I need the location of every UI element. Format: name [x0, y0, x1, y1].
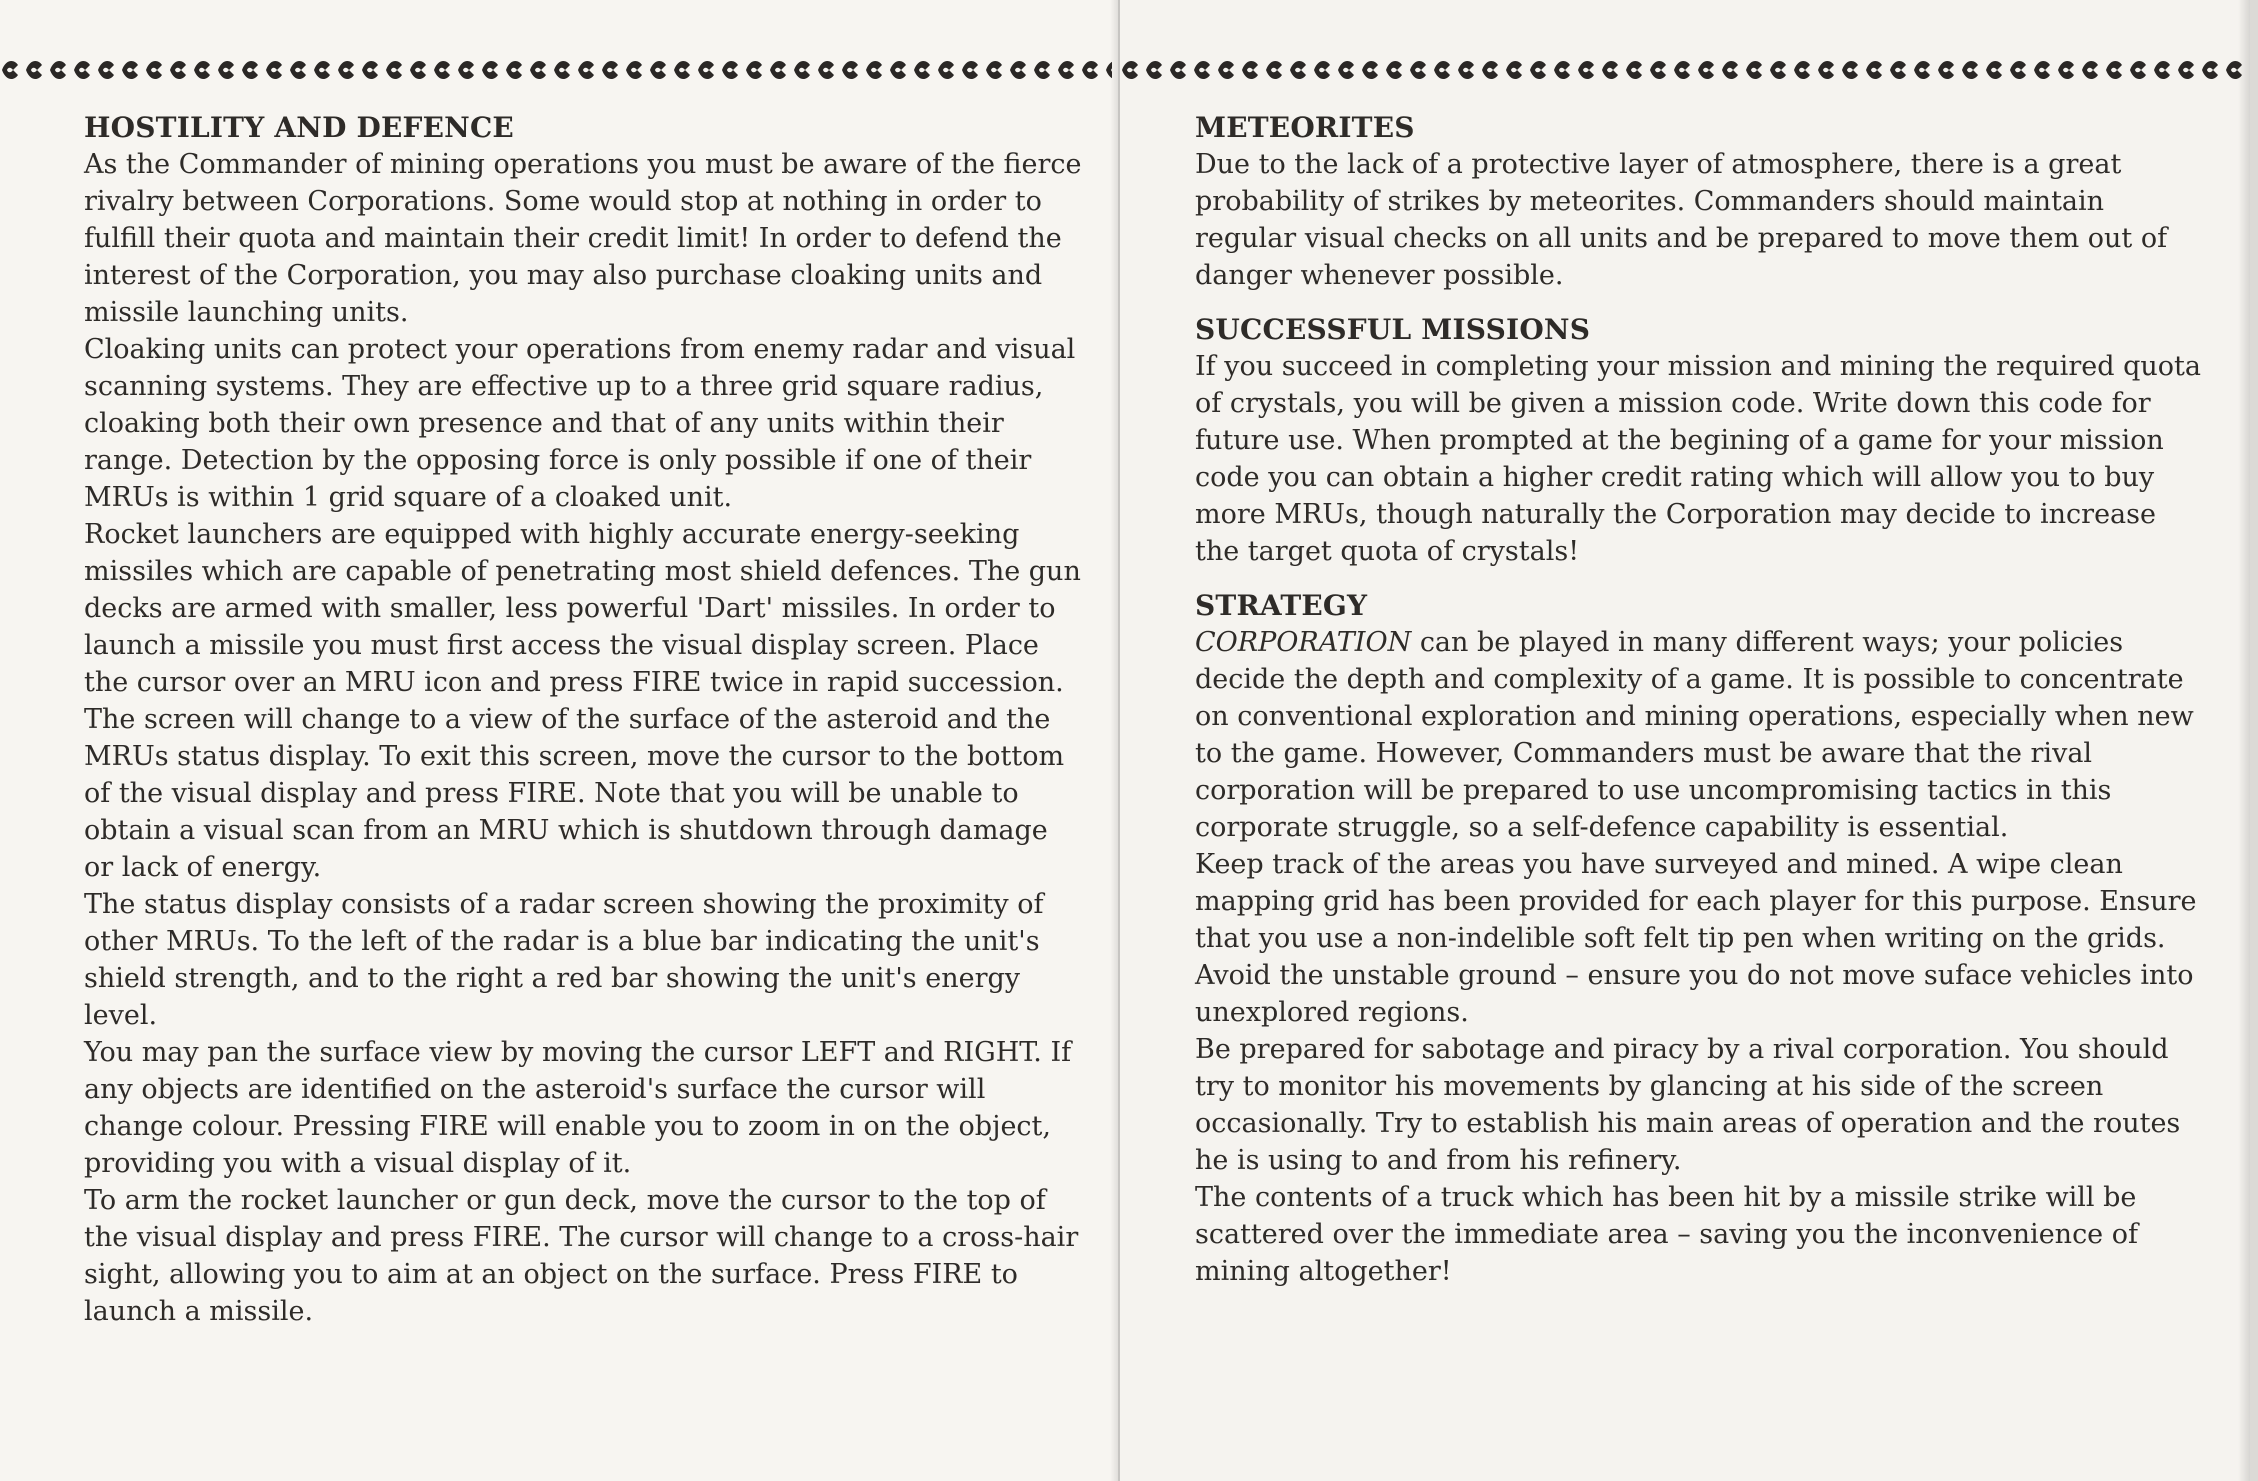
- strategy-intro-text: can be played in many different ways; your policies decide the depth and complexity of a game. It is possible to concentrate on conventional exploration and mining operations, especially when new to the game. However, Commanders must be aware that the rival corporation will be prepared to use uncompromising tactics in this corporate struggle, so a self-defence capability is essential.: [1195, 627, 2194, 843]
- paragraph: As the Commander of mining operations you must be aware of the fierce rivalry between Corporations. Some would stop at nothing in order to fulfill their quota and maintain their credit limit! In order to defend the interest of the Corporation, you may also purchase cloaking units and missile launching units.: [84, 149, 1082, 328]
- paragraph: Keep track of the areas you have surveyed and mined. A wipe clean mapping grid has been provided for each player for this purpose. Ensure that you use a non-indelible soft felt tip pen when writing on the grids.: [1195, 849, 2197, 954]
- paragraph: To arm the rocket launcher or gun deck, move the cursor to the top of the visual display and press FIRE. The cursor will change to a cross-hair sight, allowing you to aim at an object on the surface. Press FIRE to launch a missile.: [84, 1185, 1079, 1327]
- right-column: [1195, 110, 2205, 1290]
- section-heading-strategy: STRATEGY: [1195, 589, 1368, 622]
- game-title-italic: CORPORATION: [1195, 627, 1412, 658]
- left-page: [0, 0, 1118, 1481]
- left-column: [84, 110, 1084, 1330]
- paragraph: Be prepared for sabotage and piracy by a rival corporation. You should try to monitor his movements by glancing at his side of the screen occasionally. Try to establish his main areas of operation and the routes he is using to and from his refinery.: [1195, 1034, 2181, 1176]
- paragraph: Avoid the unstable ground – ensure you do not move suface vehicles into unexplored regions.: [1195, 960, 2194, 1028]
- strategy-intro: [1195, 624, 2205, 846]
- paragraph: The status display consists of a radar screen showing the proximity of other MRUs. To the left of the radar is a blue bar indicating the unit's shield strength, and to the right a red bar showing the unit's energy level.: [84, 889, 1044, 1031]
- paragraph: Cloaking units can protect your operations from enemy radar and visual scanning systems. They are effective up to a three grid square radius, cloaking both their own presence and that of any units within their range. Detection by the opposing force is only possible if one of their MRUs is within 1 grid square of a cloaked unit.: [84, 334, 1076, 513]
- decorative-chain-border-right: [1120, 56, 2248, 84]
- section-heading-hostility: HOSTILITY AND DEFENCE: [84, 111, 514, 144]
- paragraph: If you succeed in completing your mission and mining the required quota of crystals, you will be given a mission code. Write down this code for future use. When prompted at the begining of a game for your mission code you can obtain a higher credit rating which will allow you to buy more MRUs, though naturally the Corporation may decide to increase the target quota of crystals!: [1195, 351, 2201, 567]
- decorative-chain-border-left: [0, 56, 1112, 84]
- paragraph: The contents of a truck which has been hit by a missile strike will be scattered over the immediate area – saving you the inconvenience of mining altogether!: [1195, 1182, 2138, 1287]
- section-heading-successful-missions: SUCCESSFUL MISSIONS: [1195, 313, 1591, 346]
- paragraph: You may pan the surface view by moving the cursor LEFT and RIGHT. If any objects are identified on the asteroid's surface the cursor will change colour. Pressing FIRE will enable you to zoom in on the object, providing you with a visual display of it.: [84, 1037, 1072, 1179]
- section-heading-meteorites: METEORITES: [1195, 111, 1415, 144]
- paragraph: Rocket launchers are equipped with highly accurate energy-seeking missiles which are capable of penetrating most shield defences. The gun decks are armed with smaller, less powerful 'Dart' missiles. In order to launch a missile you must first access the visual display screen. Place the cursor over an MRU icon and press FIRE twice in rapid succession. The screen will change to a view of the surface of the asteroid and the MRUs status display. To exit this screen, move the cursor to the bottom of the visual display and press FIRE. Note that you will be unable to obtain a visual scan from an MRU which is shutdown through damage or lack of energy.: [84, 519, 1081, 883]
- paragraph: Due to the lack of a protective layer of atmosphere, there is a great probability of strikes by meteorites. Commanders should maintain regular visual checks on all units and be prepared to move them out of danger whenever possible.: [1195, 149, 2168, 291]
